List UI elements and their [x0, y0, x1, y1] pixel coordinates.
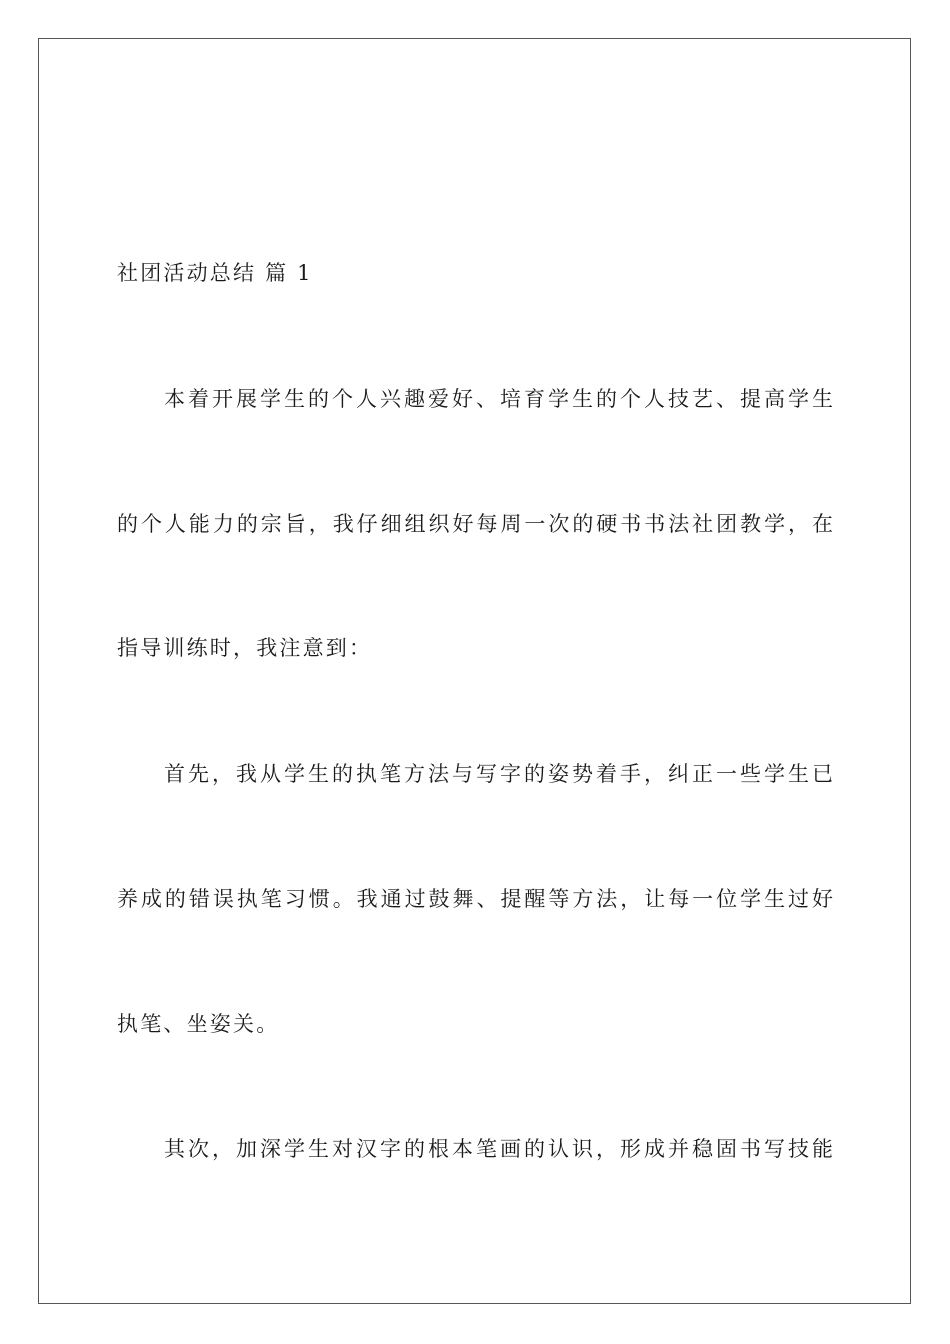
- paragraph-2-line-1: 首先，我从学生的执笔方法与写字的姿势着手，纠正一些学生已: [164, 762, 833, 786]
- paragraph-1-line-1: 本着开展学生的个人兴趣爱好、培育学生的个人技艺、提高学生: [164, 387, 833, 411]
- paragraph-1-line-3: 指导训练时，我注意到：: [117, 636, 373, 660]
- paragraph-2-line-3: 执笔、坐姿关。: [117, 1012, 280, 1036]
- page-border: [38, 38, 911, 1304]
- paragraph-3-line-1: 其次，加深学生对汉字的根本笔画的认识，形成并稳固书写技能: [164, 1137, 833, 1161]
- paragraph-1-line-2: 的个人能力的宗旨，我仔细组织好每周一次的硬书书法社团教学，在: [117, 512, 833, 536]
- paragraph-2-line-2: 养成的错误执笔习惯。我通过鼓舞、提醒等方法，让每一位学生过好: [117, 887, 833, 911]
- document-title: 社团活动总结 篇 1: [117, 261, 313, 285]
